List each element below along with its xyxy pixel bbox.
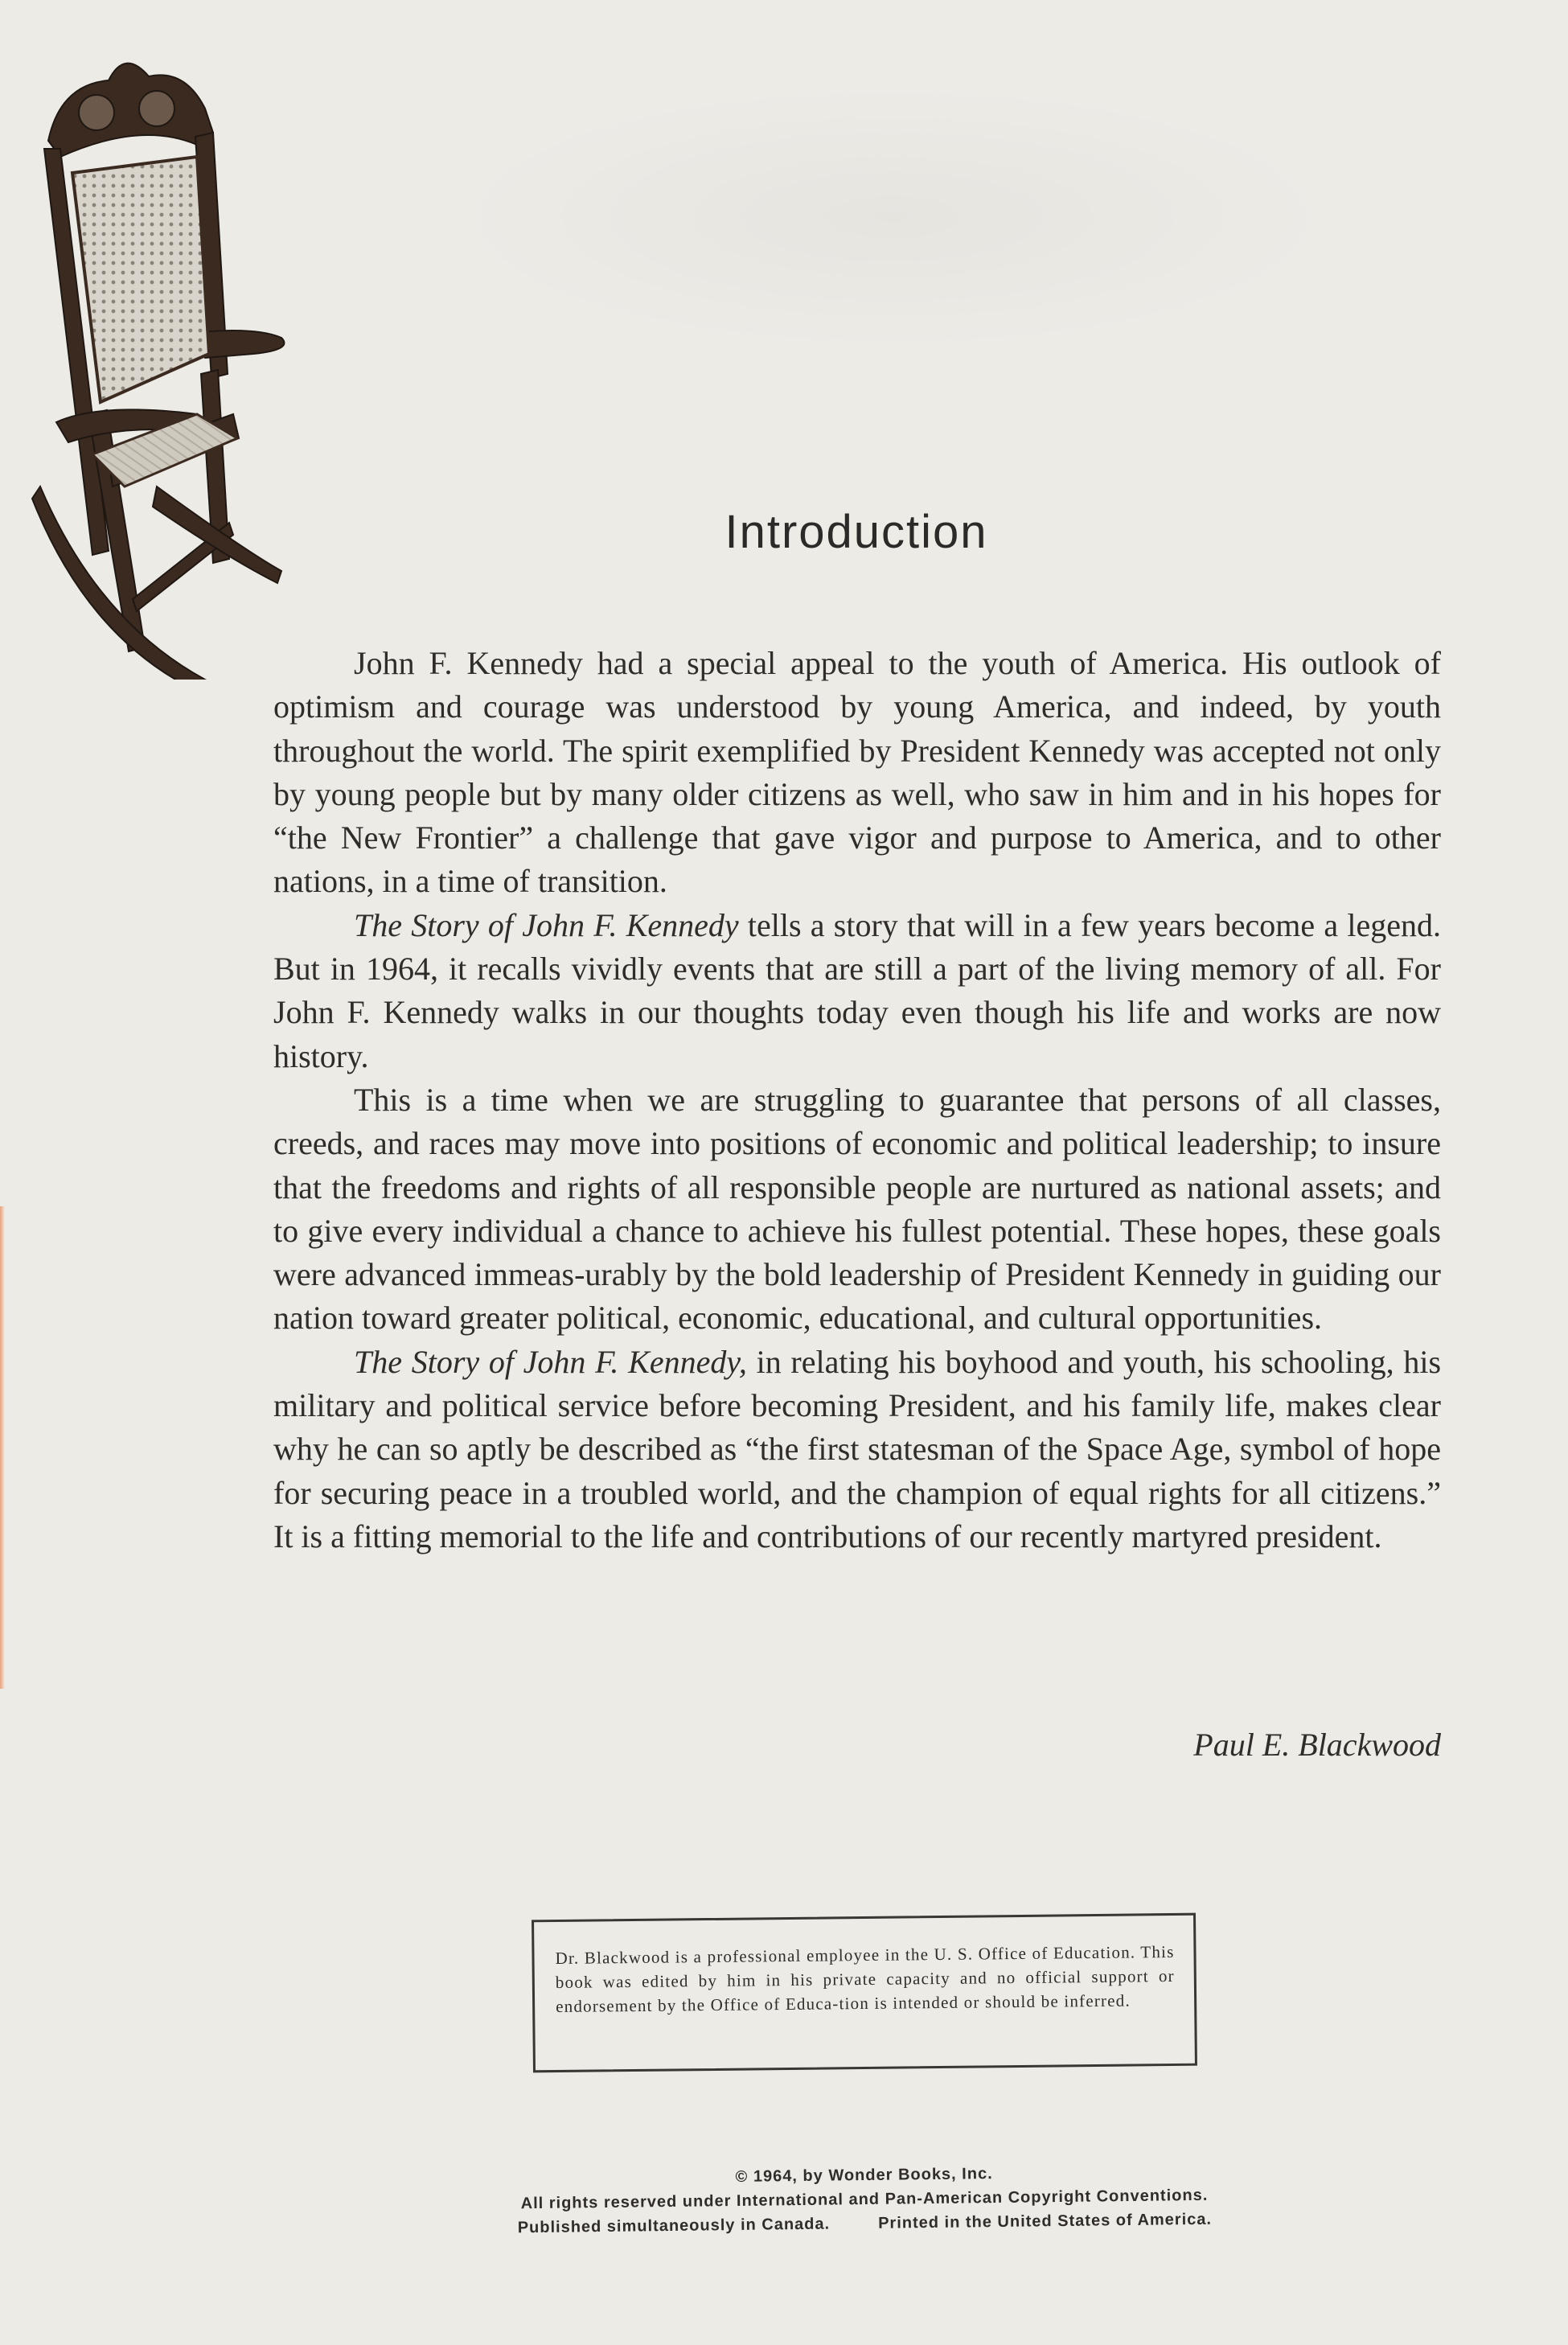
paragraph-2: The Story of John F. Kennedy tells a story that will in a few years become a legend. But in 1964, it recalls vividly events that are still a part of the living memory of all. For John F. Kennedy walks in our thoughts today even though his life and works are now history. xyxy=(273,906,1442,1074)
paragraph-3: This is a time when we are struggling to guarantee that persons of all classes, creeds, and races may move into positions of economic and political leadership; to insure that the freedoms and rights of all responsible people are nurtured as national assets; and to give every individual a chance to achieve his fullest potential. These hopes, these goals were advanced immeas-urably by the bold leadership of President Kennedy in guiding our nation toward greater political, economic, educational, and cultural opportunities. xyxy=(273,1081,1441,1337)
printed-in: Printed in the United States of America. xyxy=(877,2210,1213,2232)
copyright-line: © 1964, by Wonder Books, Inc. xyxy=(735,2165,993,2186)
rocking-chair-illustration xyxy=(12,36,430,680)
show-through-shadow xyxy=(450,84,1335,350)
paragraph-4: The Story of John F. Kennedy, in relating his boyhood and youth, his schooling, his military and political service before becoming President, and his family life, makes clear why he can so aptly be described as “the first statesman of the Space Age, symbol of hope for securing peace in a troubled world, and the champion of equal rights for all citizens.” It is a fitting memorial to the life and contributions of our recently martyred president. xyxy=(273,1343,1442,1554)
book-title-italic: The Story of John F. Kennedy xyxy=(354,906,739,943)
copyright-notice xyxy=(449,2158,1279,2241)
book-title-italic: The Story of John F. Kennedy, xyxy=(354,1343,747,1380)
rights-line: All rights reserved under International and Pan-American Copyright Conventions. xyxy=(520,2186,1209,2213)
disclaimer-box xyxy=(532,1913,1197,2073)
paragraph-1: John F. Kennedy had a special appeal to the youth of America. His outlook of optimism and courage was understood by young America, and indeed, by youth throughout the world. The spirit exemplified by President Kennedy was accepted not only by young people but by many older citizens as well, who saw in him and in his hopes for “the New Frontier” a challenge that gave vigor and purpose to America, and to other nations, in a time of transition. xyxy=(273,645,1441,900)
author-signature: Paul E. Blackwood xyxy=(1193,1727,1441,1763)
page-heading: Introduction xyxy=(724,506,988,558)
canada-publication: Published simultaneously in Canada. xyxy=(517,2215,831,2237)
disclaimer-text: Dr. Blackwood is a professional employee in the U. S. Office of Education. This book was edited by him in his private capacity and no official support or endorsement by the Office of Educa-tion is intended or should be inferred. xyxy=(555,1941,1175,2017)
introduction-body xyxy=(273,642,1441,1559)
page-edge-tint xyxy=(0,1206,5,1689)
